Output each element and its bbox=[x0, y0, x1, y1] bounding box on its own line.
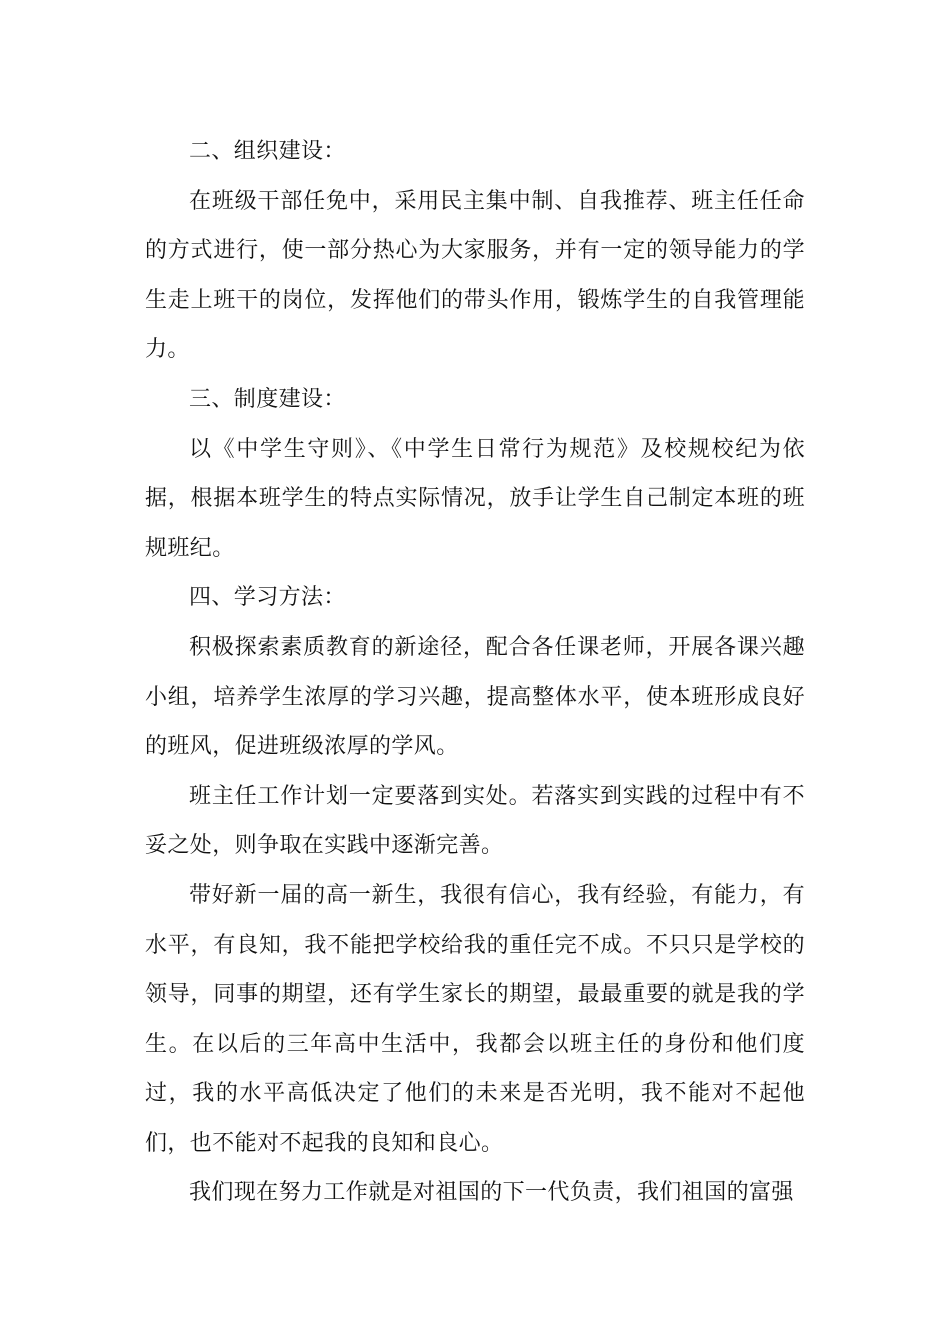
paragraph-rules: 以《中学生守则》、《中学生日常行为规范》及校规校纪为依据，根据本班学生的特点实际情况，放手让学生自己制定本班的班规班纪。 bbox=[145, 436, 805, 561]
document-body bbox=[145, 127, 805, 1218]
paragraph-plan-implementation: 班主任工作计划一定要落到实处。若落实到实践的过程中有不妥之处，则争取在实践中逐渐完善。 bbox=[145, 783, 805, 859]
section-heading-study-method: 四、学习方法： bbox=[189, 585, 346, 611]
paragraph-organization: 在班级干部任免中，采用民主集中制、自我推荐、班主任任命的方式进行，使一部分热心为大家服务，并有一定的领导能力的学生走上班干的岗位，发挥他们的带头作用，锻炼学生的自我管理能力。 bbox=[145, 188, 805, 363]
section-heading-rules: 三、制度建设： bbox=[189, 386, 346, 412]
paragraph-commitment: 带好新一届的高一新生，我很有信心，我有经验，有能力，有水平，有良知，我不能把学校给我的重任完不成。不只只是学校的领导，同事的期望，还有学生家长的期望，最最重要的就是我的学生。在以后的三年高中生活中，我都会以班主任的身份和他们度过，我的水平高低决定了他们的未来是否光明，我不能对不起他们，也不能对不起我的良知和良心。 bbox=[145, 882, 805, 1156]
paragraph-responsibility: 我们现在努力工作就是对祖国的下一代负责，我们祖国的富强 bbox=[189, 1180, 794, 1206]
section-heading-organization: 二、组织建设： bbox=[189, 139, 346, 164]
paragraph-study-method: 积极探索素质教育的新途径，配合各任课老师，开展各课兴趣小组，培养学生浓厚的学习兴趣，提高整体水平，使本班形成良好的班风，促进班级浓厚的学风。 bbox=[145, 634, 805, 760]
